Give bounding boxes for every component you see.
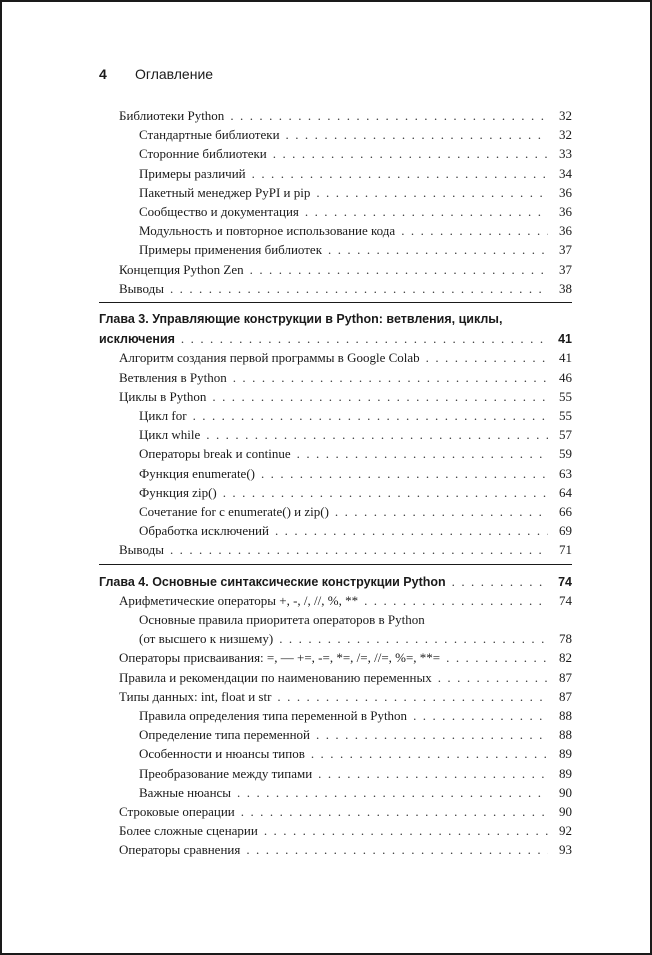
toc-page-number: 71 — [559, 542, 572, 558]
toc-entry-title: (от высшего к низшему) — [139, 631, 274, 647]
toc-entry[interactable] — [139, 406, 572, 425]
toc-entry[interactable] — [139, 764, 572, 783]
toc-entry-title: Преобразование между типами — [139, 765, 313, 781]
toc-entry[interactable] — [139, 744, 572, 763]
toc-entry-title: Важные нюансы — [139, 784, 232, 800]
toc-entry[interactable] — [119, 260, 572, 279]
toc-entry-title: Выводы — [119, 542, 164, 558]
toc-page-number: 36 — [559, 223, 572, 239]
dot-leader — [277, 687, 548, 706]
toc-entry-title: Функция enumerate() — [139, 465, 255, 481]
toc-page-number: 33 — [559, 146, 572, 162]
toc-entry-title: Арифметические операторы +, -, /, //, %, ** — [119, 592, 359, 608]
dot-leader — [438, 668, 548, 687]
toc-entry-title: Функция zip() — [139, 484, 217, 500]
dot-leader — [170, 540, 548, 559]
toc-entry-title: Правила и рекомендации по наименованию переменных — [119, 669, 432, 685]
toc-entry-title: Обработка исключений — [139, 523, 269, 539]
toc-entry-title: Операторы break и continue — [139, 446, 291, 462]
dot-leader — [273, 144, 548, 163]
toc-entry-title: Правила определения типа переменной в Python — [139, 708, 408, 723]
dot-leader — [264, 821, 548, 840]
toc-entry[interactable] — [119, 648, 572, 667]
dot-leader — [413, 706, 548, 725]
toc-entry-title: Цикл for — [139, 408, 187, 423]
chapter-rule — [99, 564, 572, 565]
toc-entry[interactable] — [119, 106, 572, 125]
toc-page-number: 66 — [559, 504, 572, 519]
toc-entry[interactable] — [119, 802, 572, 821]
toc-page-number: 74 — [559, 592, 572, 608]
toc-entry[interactable] — [119, 387, 572, 406]
toc-entry-title: Примеры применения библиотек — [139, 242, 323, 258]
toc-entry-title: Пакетный менеджер PyPI и pip — [139, 184, 311, 200]
toc-entry[interactable] — [119, 368, 572, 387]
dot-leader — [275, 521, 548, 540]
dot-leader — [252, 164, 548, 183]
toc-entry[interactable] — [139, 240, 572, 259]
dot-leader — [335, 502, 548, 521]
toc-page-number: 78 — [559, 631, 572, 647]
toc-page-number: 90 — [559, 784, 572, 800]
dot-leader — [250, 260, 548, 279]
toc-entry-title: Определение типа переменной — [139, 727, 310, 743]
toc-entry-title: Модульность и повторное использование кода — [139, 223, 396, 239]
toc-entry[interactable] — [139, 144, 572, 163]
dot-leader — [246, 840, 548, 859]
dot-leader — [316, 183, 548, 202]
toc-page-number: 55 — [559, 408, 572, 423]
toc-page-number: 59 — [559, 446, 572, 462]
dot-leader — [446, 648, 548, 667]
toc-entry-title: Глава 3. Управляющие конструкции в Python: ветвления, циклы, — [99, 312, 503, 326]
toc-entry[interactable] — [139, 464, 572, 483]
dot-leader — [212, 387, 548, 406]
dot-leader — [223, 483, 548, 502]
toc-entry[interactable] — [139, 425, 572, 444]
toc-page-number: 32 — [559, 108, 572, 123]
dot-leader — [401, 221, 548, 240]
toc-entry[interactable] — [119, 348, 572, 367]
toc-page-number: 41 — [558, 332, 572, 347]
toc-entry-title: Сочетание for с enumerate() и zip() — [139, 504, 329, 519]
toc-entry-title: Стандартные библиотеки — [139, 127, 280, 143]
toc-entry[interactable] — [139, 783, 572, 802]
dot-leader — [328, 240, 548, 259]
toc-page-number: 88 — [559, 708, 572, 723]
dot-leader — [233, 368, 548, 387]
toc-entry[interactable] — [139, 629, 572, 648]
toc-entry-title: Алгоритм создания первой программы в Google Colab — [119, 350, 420, 366]
toc-entry-title: Примеры различий — [139, 165, 246, 181]
toc-entry-title: Строковые операции — [119, 804, 235, 819]
toc-entry[interactable] — [139, 502, 572, 521]
toc-page-number: 87 — [559, 688, 572, 704]
toc-page-number: 92 — [559, 823, 572, 839]
toc-entry[interactable] — [139, 444, 572, 463]
toc-entry-title: Циклы в Python — [119, 388, 207, 404]
dot-leader — [170, 279, 548, 298]
toc-page-number: 64 — [559, 484, 572, 500]
toc-entry-title: Сообщество и документация — [139, 204, 299, 219]
toc-entry-title: Цикл while — [139, 427, 201, 443]
dot-leader — [305, 202, 548, 221]
toc-page-number: 36 — [559, 184, 572, 200]
toc-page-number: 69 — [559, 523, 572, 539]
dot-leader — [286, 125, 548, 144]
dot-leader — [316, 725, 548, 744]
toc-entry-title: Типы данных: int, float и str — [119, 688, 272, 704]
toc-entry[interactable] — [119, 687, 572, 706]
toc-page-number: 55 — [559, 388, 572, 404]
toc-entry[interactable] — [139, 725, 572, 744]
toc-page-number: 46 — [559, 369, 572, 385]
toc-page-number: 93 — [559, 842, 572, 858]
toc-entry[interactable] — [139, 221, 572, 240]
chapter-rule — [99, 302, 572, 303]
toc-chapter[interactable] — [99, 572, 572, 591]
toc-entry-title: исключения — [99, 332, 175, 347]
toc-entry[interactable] — [139, 125, 572, 144]
toc-page-number: 38 — [559, 280, 572, 296]
running-head — [99, 66, 213, 82]
toc-page-number: 82 — [559, 650, 572, 666]
page-title: Оглавление — [135, 66, 214, 82]
dot-leader — [452, 572, 548, 591]
page-number: 4 — [99, 66, 107, 82]
toc-entry[interactable] — [139, 202, 572, 221]
dot-leader — [193, 406, 548, 425]
dot-leader — [206, 425, 548, 444]
dot-leader — [318, 764, 548, 783]
toc-page-number: 32 — [559, 127, 572, 143]
dot-leader — [364, 591, 548, 610]
toc-entry-title: Операторы сравнения — [119, 842, 241, 858]
toc-entry-title: Ветвления в Python — [119, 369, 227, 385]
toc-entry[interactable] — [119, 840, 572, 859]
toc-page-number: 37 — [559, 242, 572, 258]
toc-page-number: 90 — [559, 804, 572, 819]
toc-entry[interactable] — [119, 821, 572, 840]
dot-leader — [311, 744, 548, 763]
dot-leader — [237, 783, 548, 802]
toc-entry[interactable] — [139, 483, 572, 502]
toc-page-number: 74 — [558, 574, 572, 589]
toc-entry[interactable] — [119, 591, 572, 610]
toc-entry-title: Концепция Python Zen — [119, 261, 244, 277]
toc-entry[interactable] — [119, 279, 572, 298]
toc-page-number: 57 — [559, 427, 572, 443]
toc-page-number: 34 — [559, 165, 572, 181]
dot-leader — [279, 629, 548, 648]
toc-page-number: 41 — [559, 350, 572, 366]
toc-entry[interactable] — [139, 164, 572, 183]
toc-entry[interactable] — [139, 521, 572, 540]
toc-page-number: 63 — [559, 465, 572, 481]
toc-page-number: 37 — [559, 261, 572, 277]
toc-page-number: 89 — [559, 746, 572, 762]
toc-entry-title: Библиотеки Python — [119, 108, 225, 123]
dot-leader — [230, 106, 548, 125]
toc-page-number: 88 — [559, 727, 572, 743]
toc-entry-title: Более сложные сценарии — [119, 823, 258, 839]
toc-entry[interactable] — [139, 183, 572, 202]
dot-leader — [181, 329, 548, 348]
toc-entry-title: Операторы присваивания: =, — +=, -=, *=, /=, //=, %=, **= — [119, 650, 441, 666]
toc-page-number: 89 — [559, 765, 572, 781]
toc-page-number: 87 — [559, 669, 572, 685]
toc-entry-title: Особенности и нюансы типов — [139, 746, 305, 762]
toc-entry[interactable] — [139, 706, 572, 725]
dot-leader — [261, 464, 548, 483]
dot-leader — [426, 348, 548, 367]
dot-leader — [241, 802, 548, 821]
toc-page-number: 36 — [559, 204, 572, 219]
toc-entry-title: Основные правила приоритета операторов в Python — [139, 612, 425, 627]
toc-entry-title: Сторонние библиотеки — [139, 146, 267, 162]
toc-entry[interactable] — [119, 668, 572, 687]
toc-entry-title: Глава 4. Основные синтаксические конструкции Python — [99, 574, 446, 589]
dot-leader — [297, 444, 548, 463]
toc-entry[interactable] — [119, 540, 572, 559]
toc-entry-title: Выводы — [119, 280, 164, 296]
toc-chapter[interactable] — [99, 329, 572, 348]
